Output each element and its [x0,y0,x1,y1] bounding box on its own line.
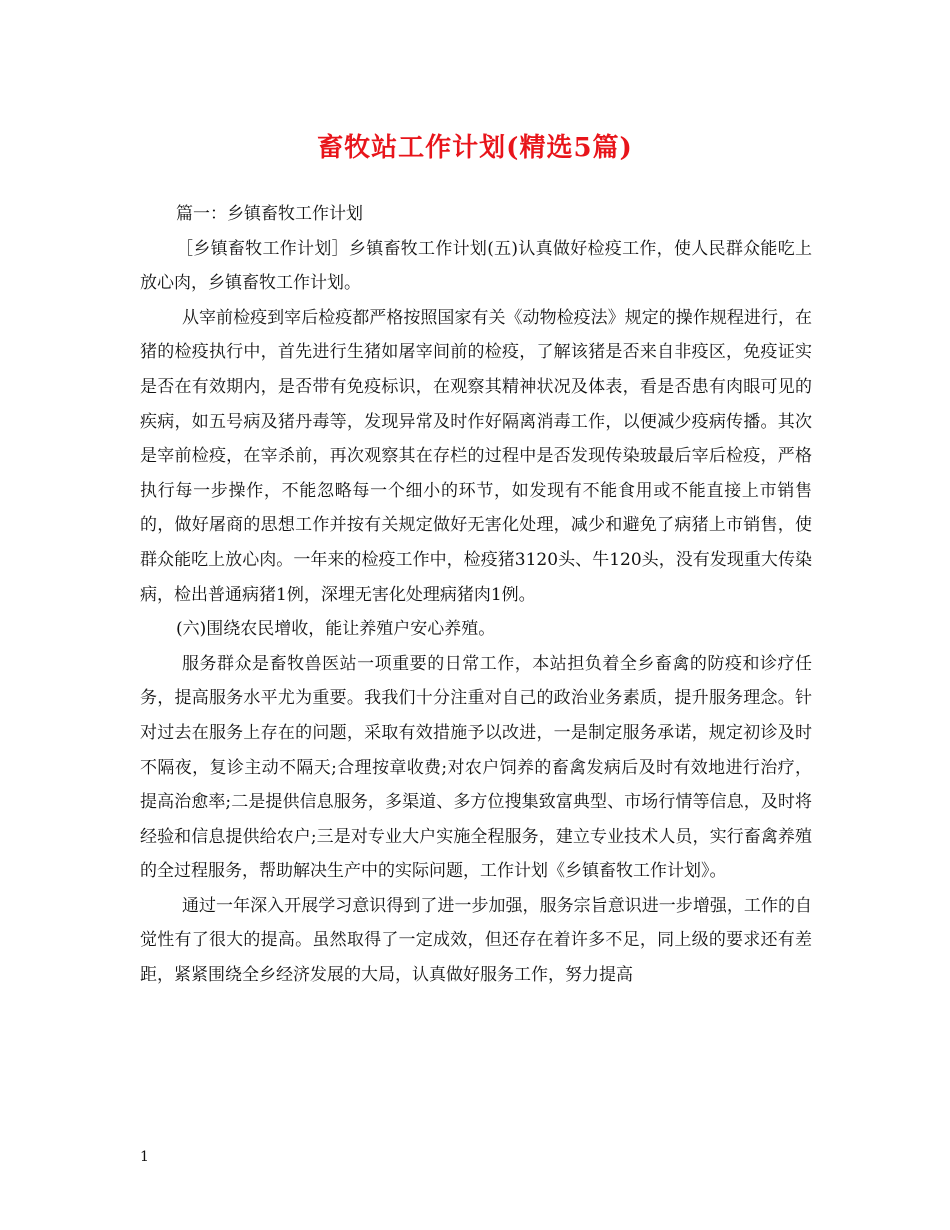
body-paragraph: 通过一年深入开展学习意识得到了进一步加强，服务宗旨意识进一步增强，工作的自觉性有了很大的提高。虽然取得了一定成效，但还存在着许多不足，同上级的要求还有差距，紧紧围绕全乡经济发展的大局，认真做好服务工作，努力提高 [140,895,812,986]
section-heading: 篇一：乡镇畜牧工作计划 [176,204,363,224]
document-body [140,197,812,993]
body-paragraph: 服务群众是畜牧兽医站一项重要的日常工作，本站担负着全乡畜禽的防疫和诊疗任务，提高服务水平尤为重要。我我们十分注重对自己的政治业务素质，提升服务理念。针对过去在服务上存在的问题，采取有效措施予以改进，一是制定服务承诺，规定初诊及时不隔夜，复诊主动不隔天;合理按章收费;对农户饲养的畜禽发病后及时有效地进行治疗，提高治愈率;二是提供信息服务，多渠道、多方位搜集致富典型、市场行情等信息，及时将经验和信息提供给农户;三是对专业大户实施全程服务，建立专业技术人员，实行畜禽养殖的全过程服务，帮助解决生产中的实际问题，工作计划《乡镇畜牧工作计划》。 [140,653,812,882]
body-paragraph: 从宰前检疫到宰后检疫都严格按照国家有关《动物检疫法》规定的操作规程进行，在猪的检疫执行中，首先进行生猪如屠宰间前的检疫，了解该猪是否来自非疫区，免疫证实是否在有效期内，是否带有免疫标识，在观察其精神状况及体表，看是否患有肉眼可见的疾病，如五号病及猪丹毒等，发现异常及时作好隔离消毒工作，以便减少疫病传播。其次是宰前检疫，在宰杀前，再次观察其在存栏的过程中是否发现传染玻最后宰后检疫，严格执行每一步操作，不能忽略每一个细小的环节，如发现有不能食用或不能直接上市销售的，做好屠商的思想工作并按有关规定做好无害化处理，减少和避免了病猪上市销售，使群众能吃上放心肉。一年来的检疫工作中，检疫猪3120头、牛120头，没有发现重大传染病，检出普通病猪1例，深埋无害化处理病猪肉1例。 [140,307,812,605]
document-title: 畜牧站工作计划(精选5篇) [317,133,633,163]
subsection-heading: (六)围绕农民增收，能让养殖户安心养殖。 [176,619,496,640]
page-number: 1 [140,1149,149,1165]
body-paragraph: ［乡镇畜牧工作计划］乡镇畜牧工作计划(五)认真做好检疫工作，使人民群众能吃上放心肉，乡镇畜牧工作计划。 [140,238,812,294]
